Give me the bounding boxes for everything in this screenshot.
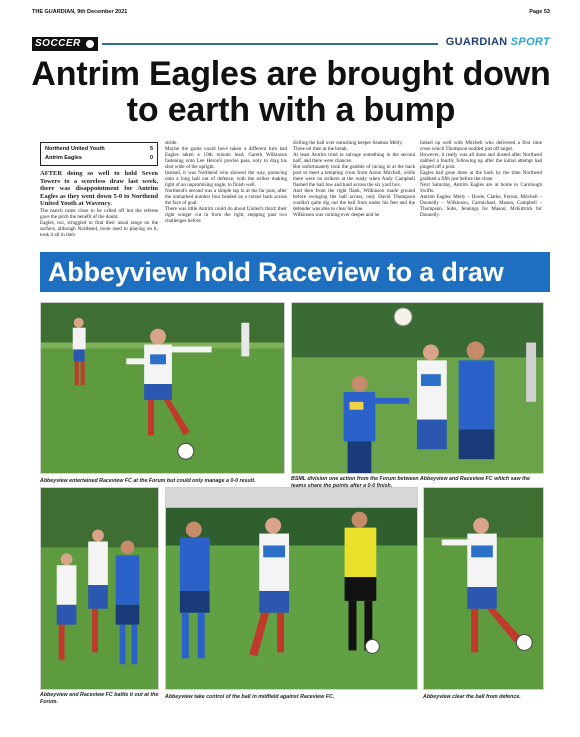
- match-photo-3: [40, 487, 159, 690]
- match-photo-4: [165, 487, 418, 690]
- article-paragraph: Antrim Eagles: Melly – Doole, Clarke, Ferron, Mitchell – Donnelly – Wilkinson, Carmichael, Mason, Campbell – Thompson. Subs, Jennings for Mason; McKittrick for Donnelly.: [420, 194, 542, 218]
- photo-caption: Abbeyview clear the ball from defence.: [423, 694, 521, 700]
- photo-caption: BSML division one action from the Forum between Abbeyview and Raceview FC which saw the teams share the points after a 0-0 finish.: [291, 476, 530, 489]
- team-name: Antrim Eagles: [45, 155, 82, 161]
- photo-caption: Abbeyview and Raceview FC battle it out at the Forum.: [40, 692, 159, 705]
- photo-caption: Abbeyview entertained Raceview FC at the Forum but could only manage a 0-0 result.: [40, 478, 256, 484]
- article-paragraph: Wilkinson was coming ever deeper and he: [293, 212, 380, 218]
- match-photo-5: [423, 487, 544, 690]
- article-paragraph: Northend's second was a simple tap in at the far post, after the unmarked number four headed on a corner back across the face of goal.: [165, 188, 287, 206]
- brand-guardian: GUARDIAN: [445, 36, 508, 48]
- article-paragraph: However, it really was all done and dusted after Northend nabbed a fourth; following up after the initial attempt had pinged off a post.: [420, 152, 542, 170]
- article-paragraph: stride.: [165, 140, 178, 146]
- article-paragraph: linked up well with Mitchell who delivered a first time cross which Thompson nodded just off target.: [420, 140, 542, 152]
- article-paragraph: But unfortunately took the gamble of racing in at the back post to meet a tempting cross from Aaron Mitchell, while there were no strikers at the ready when Andy Campbell flashed the ball low and hard across the six yard box.: [293, 164, 415, 188]
- article-paragraph: Three nil then at the break.: [293, 146, 348, 152]
- match-photo-2: [291, 302, 544, 474]
- page-number: Page 53: [529, 9, 550, 15]
- brand-sport: SPORT: [510, 36, 550, 48]
- photo-caption: Abbeyview take control of the ball in midfield against Raceview FC.: [165, 694, 335, 700]
- article-paragraph: drilling the ball over onrushing keeper Seamus Melly.: [293, 140, 403, 146]
- article-paragraph: And then from the right flank, Wilkinson made ground before swinging the ball across, only David Thompson couldn't quite dig out the ball from under his feet and the defender was able to clear his line.: [293, 188, 415, 212]
- article-paragraph: Eagles, too, struggled to find their usual range on the surface, although Northend, more used to playing on it, took it all in their: [40, 219, 158, 238]
- team-score: 5: [149, 146, 153, 152]
- article-column-2: [165, 140, 287, 224]
- article-paragraph: The match came close to be called off but the referee gave the pitch the benefit of the doubt.: [40, 207, 158, 220]
- section-label: SOCCER: [35, 38, 81, 49]
- article-headline: Antrim Eagles are brought down to earth with a bump: [31, 55, 551, 129]
- article-paragraph: There was little Antrim could do about United's third; their right winger cut in from the right, stepping past two challenges before: [165, 206, 287, 224]
- section-rule: [102, 43, 438, 45]
- section-bar: [32, 37, 550, 51]
- team-name: Northend United Youth: [45, 146, 105, 152]
- article-column-1: [40, 170, 158, 238]
- feature-banner: Abbeyview hold Raceview to a draw: [40, 252, 550, 292]
- guardian-sport-logo: [446, 36, 550, 48]
- publication-date: THE GUARDIAN, 9th December 2021: [32, 9, 128, 15]
- football-icon: [85, 39, 95, 49]
- article-paragraph: At least Antrim tried to salvage something in the second half, and there were chances.: [293, 152, 415, 164]
- article-paragraph: Instead, it was Northend who showed the way, pouncing onto a long ball out of defence, with the striker making light of an unpromising angle, to finish well.: [165, 170, 287, 188]
- score-row: [45, 145, 153, 154]
- soccer-section-logo: [32, 37, 98, 51]
- article-paragraph: Maybe the game could have taken a different turn had Eagles taken a 10th minute lead; Gareth Wilkinson fastening onto Lee Heron's precise pass, only to drag his shot wide of the upright.: [165, 146, 287, 170]
- article-paragraph: Eagles had gone three at the back by the time Northend grabbed a fifth just before the close.: [420, 170, 542, 182]
- article-column-4: [420, 140, 542, 218]
- match-photo-1: [40, 302, 285, 474]
- article-intro: AFTER doing so well to hold Seven Towers to a scoreless draw last week, there was disappointment for Antrim Eagles as they went down 5-0 to Northend United Youth at Wavency.: [40, 170, 158, 207]
- score-row: [45, 154, 153, 163]
- page-header: [32, 6, 550, 18]
- team-score: 0: [149, 155, 153, 161]
- article-paragraph: Next Saturday, Antrim Eagles are at home to Carnlough Swifts.: [420, 182, 542, 194]
- article-column-3: [293, 140, 415, 218]
- score-box: [40, 142, 158, 166]
